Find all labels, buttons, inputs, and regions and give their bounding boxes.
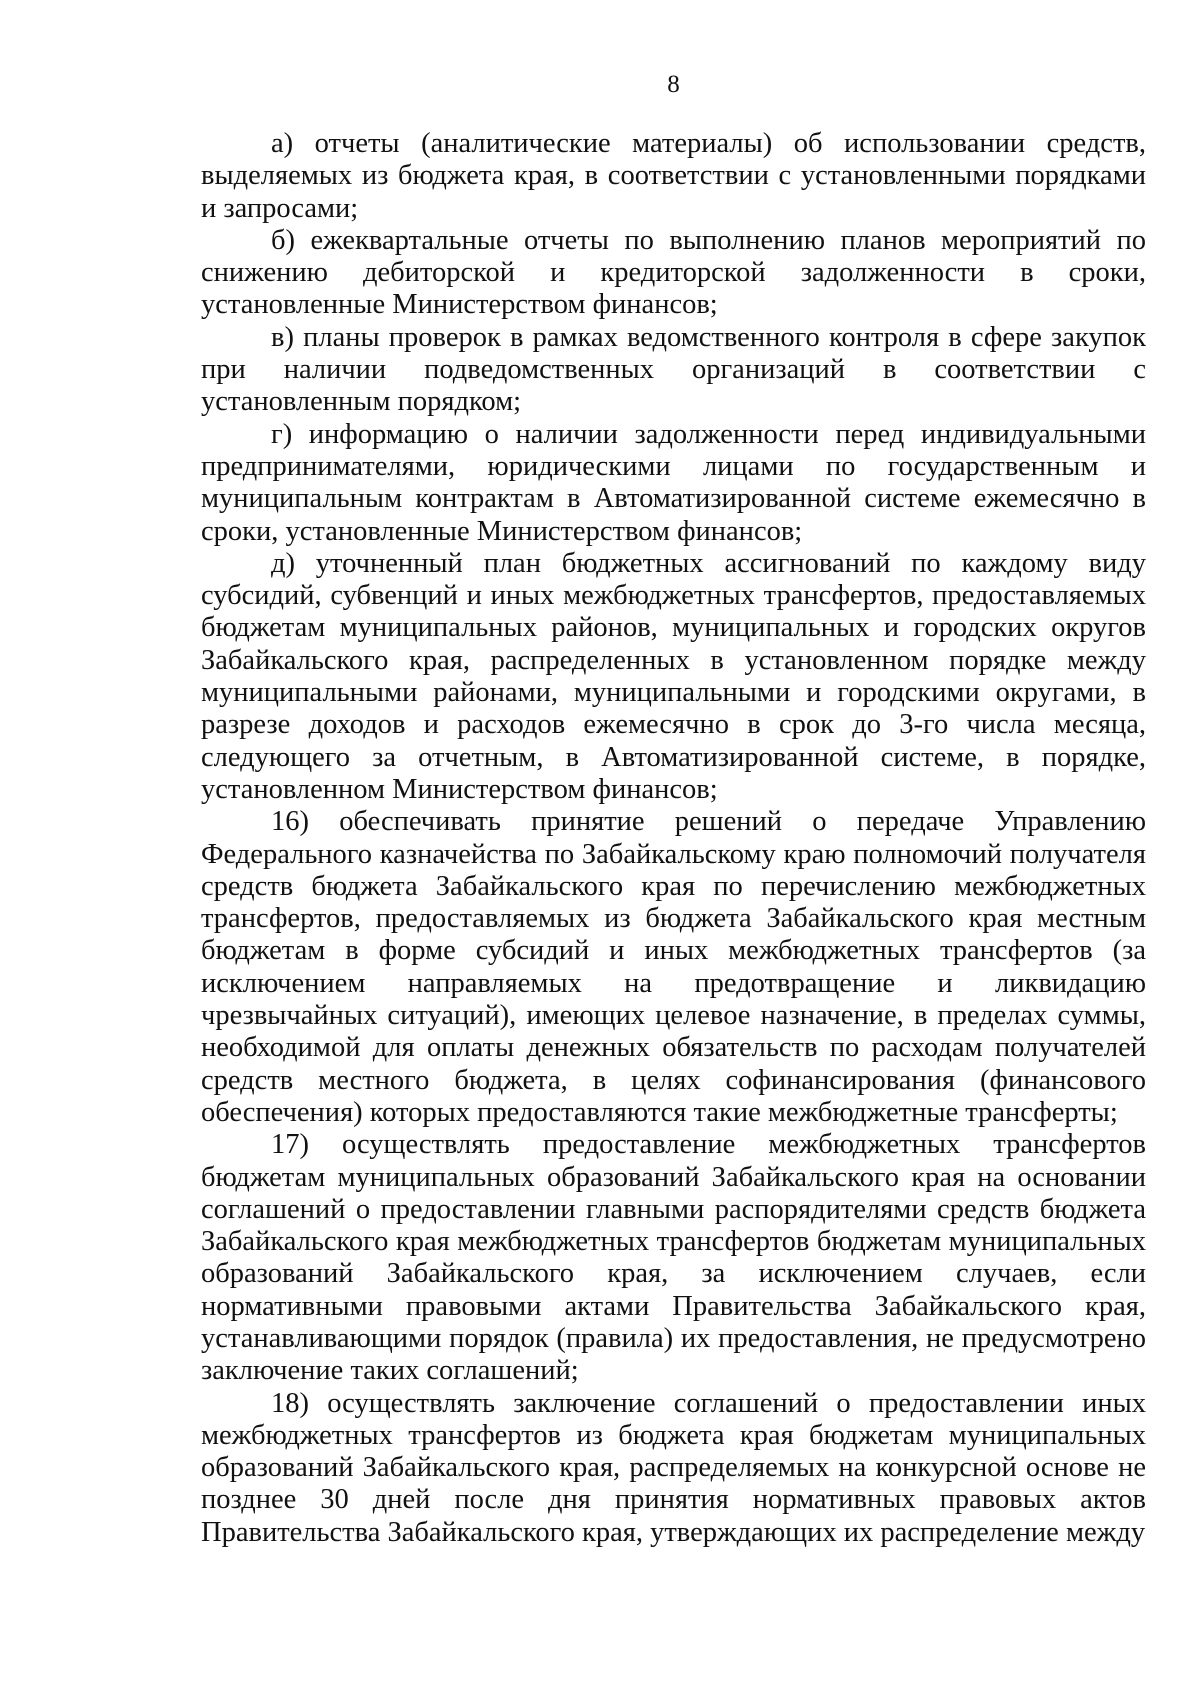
paragraph-v-inspection-plans: в) планы проверок в рамках ведомственного контроля в сфере закупок при наличии подведомственных организаций в соответствии с установленным порядком; xyxy=(201,321,1146,418)
paragraph-b-quarterly-reports: б) ежеквартальные отчеты по выполнению планов мероприятий по снижению дебиторской и кредиторской задолженности в сроки, установленные Министерством финансов; xyxy=(201,224,1146,321)
paragraph-a-reports: а) отчеты (аналитические материалы) об использовании средств, выделяемых из бюджета края, в соответствии с установленными порядками и запросами; xyxy=(201,128,1146,224)
paragraph-16-treasury-powers: 16) обеспечивать принятие решений о передаче Управлению Федерального казначейства по Забайкальскому краю полномочий получателя средств бюджета Забайкальского края по перечислению межбюджетных трансфертов, предоставляемых из бюджета Забайкальского края местным бюджетам в форме субсидий и иных межбюджетных трансфертов (за исключением направляемых на предотвращение и ликвидацию чрезвычайных ситуаций), имеющих целевое назначение, в пределах суммы, необходимой для оплаты денежных обязательств по расходам получателей средств местного бюджета, в целях софинансирования (финансового обеспечения) которых предоставляются такие межбюджетные трансферты; xyxy=(201,806,1146,1128)
paragraph-17-transfers: 17) осуществлять предоставление межбюджетных трансфертов бюджетам муниципальных образований Забайкальского края на основании соглашений о предоставлении главными распорядителями средств бюджета Забайкальского края межбюджетных трансфертов бюджетам муниципальных образований Забайкальского края, за исключением случаев, если нормативными правовыми актами Правительства Забайкальского края, устанавливающими порядок (правила) их предоставления, не предусмотрено заключение таких соглашений; xyxy=(201,1129,1146,1387)
document-body xyxy=(201,128,1146,1549)
paragraph-18-agreements: 18) осуществлять заключение соглашений о предоставлении иных межбюджетных трансфертов из бюджета края бюджетам муниципальных образований Забайкальского края, распределяемых на конкурсной основе не позднее 30 дней после дня принятия нормативных правовых актов Правительства Забайкальского края, утверждающих их распределение между xyxy=(201,1387,1146,1548)
paragraph-d-budget-plan: д) уточненный план бюджетных ассигнований по каждому виду субсидий, субвенций и иных межбюджетных трансфертов, предоставляемых бюджетам муниципальных районов, муниципальных и городских округов Забайкальского края, распределенных в установленном порядке между муниципальными районами, муниципальными и городскими округами, в разрезе доходов и расходов ежемесячно в срок до 3-го числа месяца, следующего за отчетным, в Автоматизированной системе, в порядке, установленном Министерством финансов; xyxy=(201,547,1146,805)
page-number: 8 xyxy=(667,71,680,98)
paragraph-g-debt-information: г) информацию о наличии задолженности перед индивидуальными предпринимателями, юридическими лицами по государственным и муниципальным контрактам в Автоматизированной системе ежемесячно в сроки, установленные Министерством финансов; xyxy=(201,418,1146,547)
